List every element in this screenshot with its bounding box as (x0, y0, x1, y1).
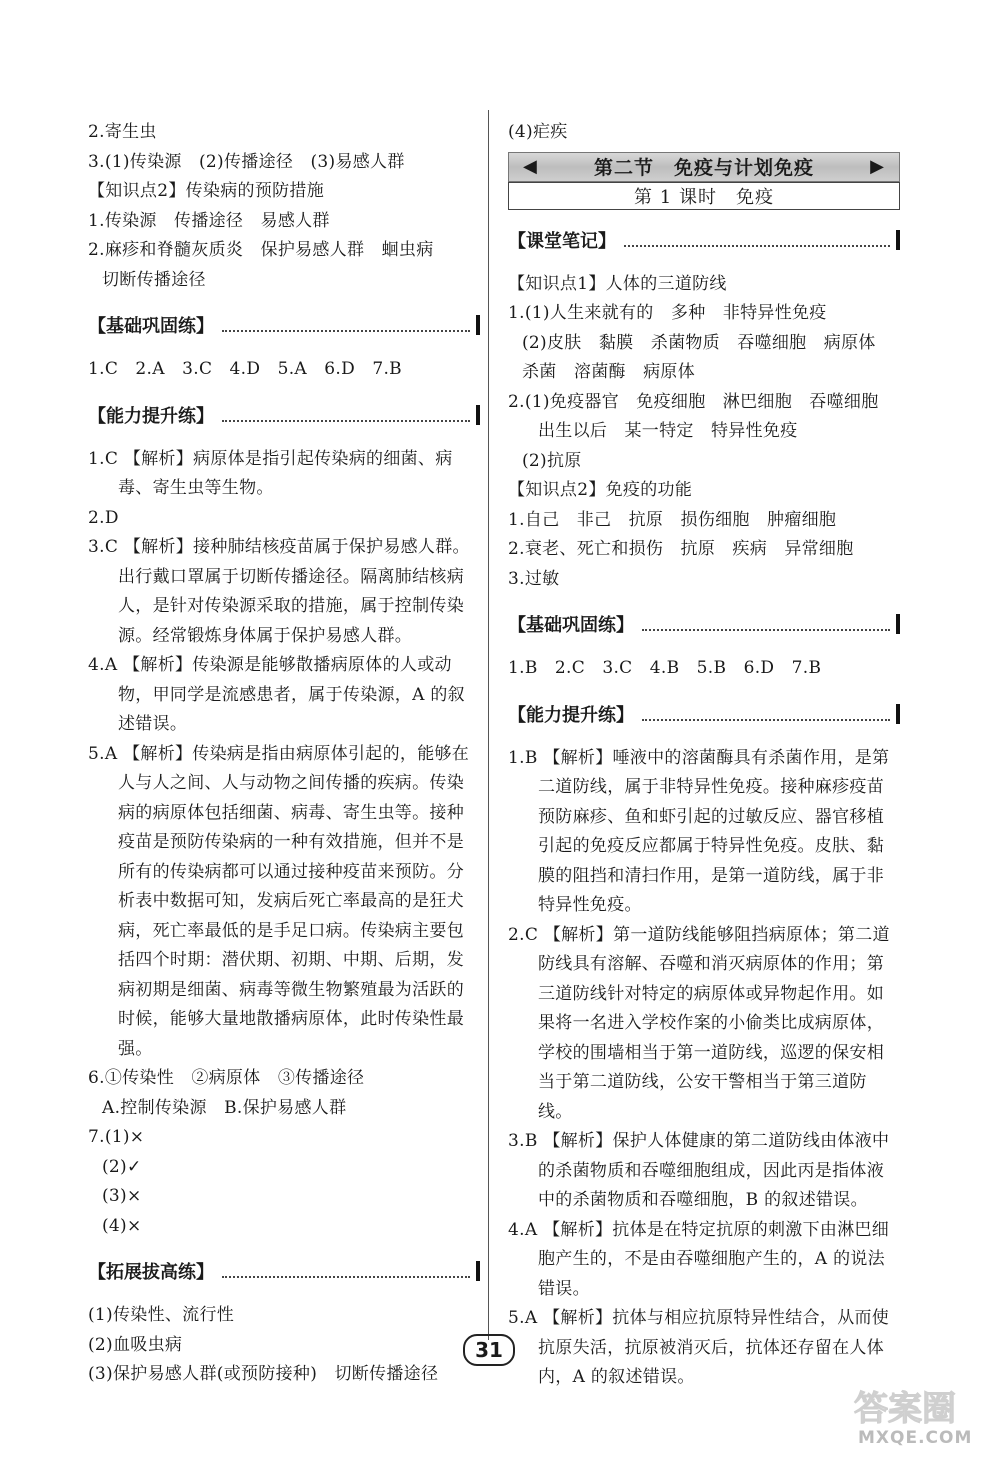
ability-answer: 5.A 【解析】抗体与相应抗原特异性结合，从而使抗原失活，抗原被消灭后，抗体还存留在人体内，A 的叙述错误。 (508, 1308, 890, 1387)
watermark-logo (852, 1384, 972, 1428)
q7-line: (2)✓ (102, 1156, 142, 1177)
answer-line: 2.(1)免疫器官 免疫细胞 淋巴细胞 吞噬细胞 出生以后 某一特定 特异性免疫 (508, 391, 896, 441)
q7-line: 7.(1)× (88, 1127, 145, 1147)
watermark-url: MXQE.COM (858, 1428, 973, 1448)
ability-answer: 1.C 【解析】病原体是指引起传染病的细菌、病毒、寄生虫等生物。 (88, 448, 453, 498)
ability-answer: 2.C 【解析】第一道防线能够阻挡病原体；第二道防线具有溶解、吞噬和消灭病原体的作用；第三道防线针对特定的病原体或异物起作用。如果将一名进入学校作案的小偷类比成病原体，学校的围墙相当于第一道防线，巡逻的保安相当于第二道防线，公安干警相当于第三道防线。 (508, 924, 890, 1122)
answer-line: 3.(1)传染源 (2)传播途径 (3)易感人群 (88, 151, 405, 172)
answer-line: 2.衰老、死亡和损伤 抗原 疾病 异常细胞 (508, 539, 854, 559)
answer-line: 2.麻疹和脊髓灰质炎 保护易感人群 蛔虫病 (88, 240, 434, 260)
extend-answer: (1)传染性、流行性 (88, 1305, 235, 1325)
section-header-ability: 【能力提升练】 (508, 698, 900, 730)
answer-line: (4)疟疾 (508, 122, 568, 142)
left-arrow-icon: ◀ (523, 155, 538, 177)
ability-answer: 3.B 【解析】保护人体健康的第二道防线由体液中的杀菌物质和吞噬细胞组成，因此丙是指体液中的杀菌物质和吞噬细胞，B 的叙述错误。 (508, 1131, 890, 1210)
page-number: 31 (463, 1334, 515, 1366)
answer-line: 1.自己 非己 抗原 损伤细胞 肿瘤细胞 (508, 509, 837, 530)
right-column (508, 118, 900, 1393)
ability-answer: 4.A 【解析】抗体是在特定抗原的刺激下由淋巴细胞产生的，不是由吞噬细胞产生的，A 的说法错误。 (508, 1219, 890, 1299)
section-header-basic: 【基础巩固练】 (508, 608, 900, 640)
ability-answer: 5.A 【解析】传染病是指由病原体引起的，能够在人与人之间、人与动物之间传播的疾病。传染病的病原体包括细菌、病毒、寄生虫等。接种疫苗是预防传染病的一种有效措施，但并不是所有的传染病都可以通过接种疫苗来预防。分析表中数据可知，发病后死亡率最高的是狂犬病，死亡率最低的是手足口病。传染病主要包括四个时期：潜伏期、初期、中期、后期，发病初期是细菌、病毒等微生物繁殖最为活跃的时候，能够大量地散播病原体，此时传染性最强。 (88, 743, 470, 1059)
ability-answer: 4.A 【解析】传染源是能够散播病原体的人或动物，甲同学是流感患者，属于传染源，A 的叙述错误。 (88, 655, 465, 734)
basic-answers: 1.B 2.C 3.C 4.B 5.B 6.D 7.B (508, 658, 822, 678)
q6-line: A.控制传染源 B.保护易感人群 (102, 1097, 347, 1118)
banner-title: 第二节 免疫与计划免疫 (593, 157, 814, 179)
column-divider (488, 110, 489, 1340)
watermark-text: 答案圈 (854, 1389, 956, 1428)
section-header-extend: 【拓展拔高练】 (88, 1255, 480, 1287)
ability-answer: 3.C 【解析】接种肺结核疫苗属于保护易感人群。出行戴口罩属于切断传播途径。隔离肺结核病人，是针对传染源采取的措施，属于控制传染源。经常锻炼身体属于保护易感人群。 (88, 537, 470, 646)
section-header-notes: 【课堂笔记】 (508, 224, 900, 256)
answer-line: 1.(1)人生来就有的 多种 非特异性免疫 (508, 303, 827, 323)
section-header-basic: 【基础巩固练】 (88, 309, 480, 341)
answer-line: 1.传染源 传播途径 易感人群 (88, 210, 330, 231)
section-banner (508, 152, 900, 182)
q6-line: 6.①传染性 ②病原体 ③传播途径 (88, 1068, 365, 1088)
section-header-ability: 【能力提升练】 (88, 399, 480, 431)
answer-line: (2)皮肤 黏膜 杀菌物质 吞噬细胞 病原体 杀菌 溶菌酶 病原体 (522, 332, 893, 382)
knowledge-point-heading: 【知识点2】传染病的预防措施 (88, 181, 325, 201)
extend-answer: (3)保护易感人群(或预防接种) 切断传播途径 (88, 1364, 439, 1384)
knowledge-point-heading: 【知识点2】免疫的功能 (508, 480, 693, 500)
q7-line: (3)× (102, 1186, 142, 1206)
answer-line: (2)抗原 (522, 450, 582, 471)
knowledge-point-heading: 【知识点1】人体的三道防线 (508, 273, 727, 294)
ability-answer: 1.B 【解析】唾液中的溶菌酶具有杀菌作用，是第二道防线，属于非特异性免疫。接种麻疹疫苗预防麻疹、鱼和虾引起的过敏反应、器官移植引起的免疫反应都属于特异性免疫。皮肤、黏膜的阻挡和清扫作用，是第一道防线，属于非特异性免疫。 (508, 747, 890, 915)
ability-answer: 2.D (88, 507, 119, 528)
q7-line: (4)× (102, 1215, 142, 1236)
right-arrow-icon: ▶ (870, 155, 885, 177)
extend-answer: (2)血吸虫病 (88, 1334, 183, 1355)
basic-answers: 1.C 2.A 3.C 4.D 5.A 6.D 7.B (88, 359, 402, 379)
lesson-title: 第 1 课时 免疫 (508, 182, 900, 210)
answer-line: 2.寄生虫 (88, 122, 157, 142)
answer-line: 3.过敏 (508, 568, 560, 589)
left-column (88, 118, 480, 1390)
answer-line: 切断传播途径 (102, 269, 206, 290)
